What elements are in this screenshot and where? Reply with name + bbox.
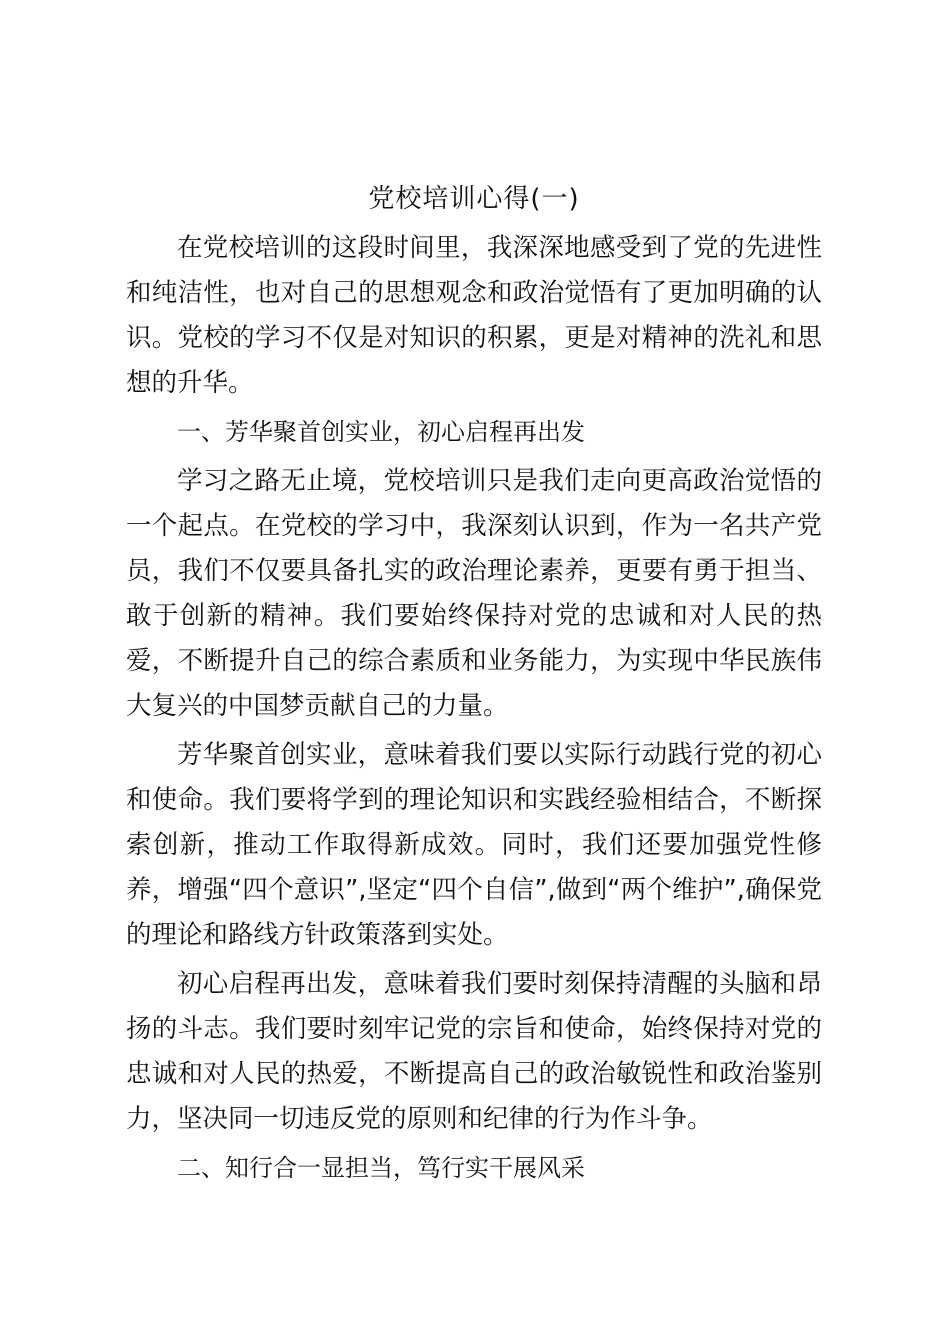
- paragraph-intro: 在党校培训的这段时间里，我深深地感受到了党的先进性和纯洁性，也对自己的思想观念和政治觉悟有了更加明确的认识。党校的学习不仅是对知识的积累，更是对精神的洗礼和思想的升华。: [126, 233, 822, 398]
- paragraph-learning-path: 学习之路无止境，党校培训只是我们走向更高政治觉悟的一个起点。在党校的学习中，我深刻认识到，作为一名共产党员，我们不仅要具备扎实的政治理论素养，更要有勇于担当、敢于创新的精神。我们要始终保持对党的忠诚和对人民的热爱，不断提升自己的综合素质和业务能力，为实现中华民族伟大复兴的中国梦贡献自己的力量。: [126, 466, 822, 721]
- section-heading-2: 二、知行合一显担当，笃行实干展风采: [177, 1154, 585, 1182]
- document-title: 党校培训心得(一): [368, 184, 580, 214]
- section-heading-1: 一、芳华聚首创实业，初心启程再出发: [177, 418, 585, 446]
- paragraph-fanghua: 芳华聚首创实业，意味着我们要以实际行动践行党的初心和使命。我们要将学到的理论知识和实践经验相结合，不断探索创新，推动工作取得新成效。同时，我们还要加强党性修养，增强“四个意识”,坚定“四个自信”,做到“两个维护”,确保党的理论和路线方针政策落到实处。: [126, 740, 822, 950]
- paragraph-chuxin: 初心启程再出发，意味着我们要时刻保持清醒的头脑和昂扬的斗志。我们要时刻牢记党的宗旨和使命，始终保持对党的忠诚和对人民的热爱，不断提高自己的政治敏锐性和政治鉴别力，坚决同一切违反党的原则和纪律的行为作斗争。: [126, 969, 822, 1134]
- document-page: [126, 172, 822, 1191]
